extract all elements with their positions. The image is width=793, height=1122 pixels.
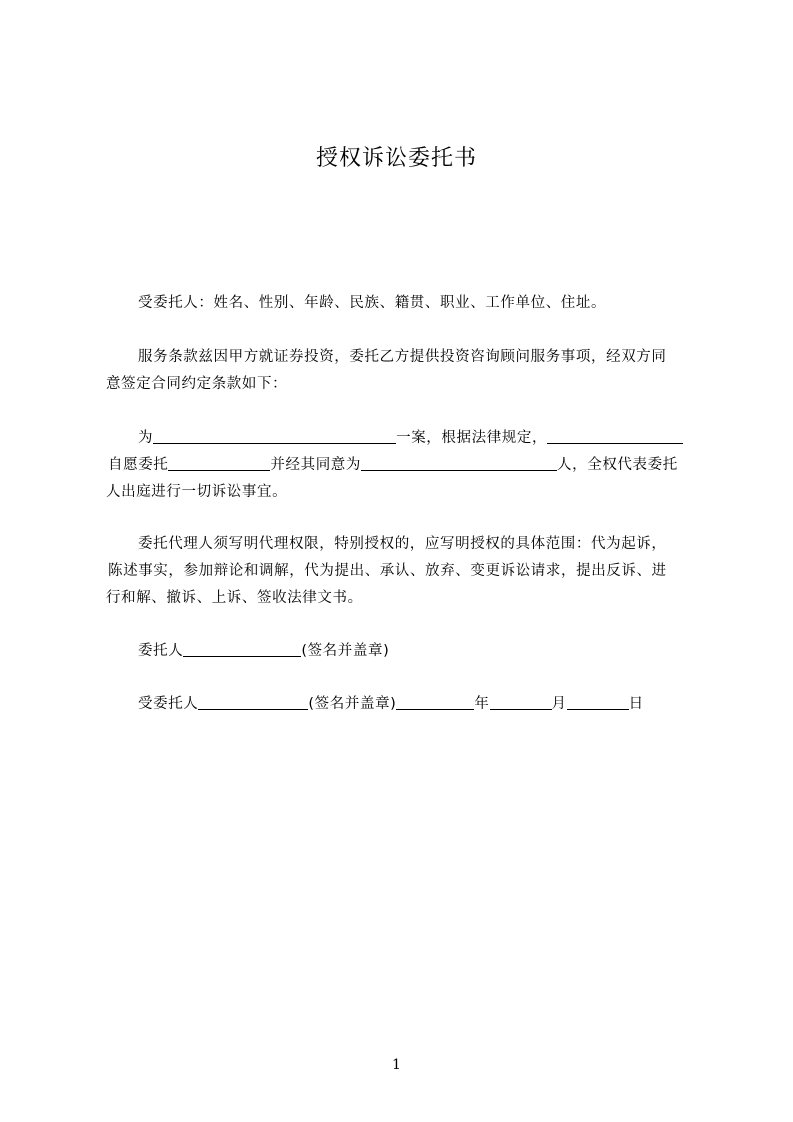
- client-signature-blank[interactable]: [183, 642, 301, 657]
- authority-paragraph-line-1: 委托代理人须写明代理权限，特别授权的，应写明授权的具体范围：代为起诉，: [138, 536, 667, 552]
- party-blank[interactable]: [547, 429, 683, 444]
- case-paragraph-line-1: [138, 426, 683, 447]
- year-label: 年: [474, 696, 490, 712]
- trustee-label: 受委托人: [138, 696, 199, 712]
- client-label: 委托人: [138, 643, 184, 659]
- trustee-sign-note: (签名并盖章): [308, 696, 397, 712]
- trustee-signature-blank[interactable]: [198, 695, 308, 710]
- agent-blank[interactable]: [168, 456, 270, 471]
- month-label: 月: [551, 696, 567, 712]
- case-text-law: 一案，根据法律规定，: [396, 430, 548, 446]
- case-text-consent: 并经其同意为: [270, 457, 362, 473]
- page-number: 1: [392, 1057, 401, 1073]
- client-signature-line: [138, 639, 389, 660]
- case-text-represent: 人，全权代表委托: [557, 457, 678, 473]
- authority-paragraph-line-3: 行和解、撤诉、上诉、签收法律文书。: [106, 590, 363, 606]
- case-name-blank[interactable]: [153, 429, 396, 444]
- authority-paragraph-line-2: 陈述事实，参加辩论和调解，代为提出、承认、放弃、变更诉讼请求，提出反诉、进: [108, 563, 667, 579]
- month-blank[interactable]: [490, 695, 552, 710]
- client-sign-note: (签名并盖章): [301, 643, 390, 659]
- case-text-entrust: 自愿委托: [108, 457, 169, 473]
- service-paragraph-line-2: 意签定合同约定条款如下：: [106, 376, 288, 392]
- case-paragraph-line-2: [108, 453, 678, 474]
- day-blank[interactable]: [567, 695, 629, 710]
- case-paragraph-line-3: 人出庭进行一切诉讼事宜。: [106, 484, 288, 500]
- day-label: 日: [628, 696, 644, 712]
- case-text-for: 为: [138, 430, 154, 446]
- document-title: 授权诉讼委托书: [315, 146, 477, 171]
- trustee-info-line: 受委托人：姓名、性别、年龄、民族、籍贯、职业、工作单位、住址。: [138, 295, 607, 311]
- year-blank[interactable]: [396, 695, 474, 710]
- service-paragraph-line-1: 服务条款兹因甲方就证券投资，委托乙方提供投资咨询顾问服务事项，经双方同: [138, 349, 667, 365]
- trustee-signature-line: [138, 692, 644, 713]
- role-blank[interactable]: [361, 456, 557, 471]
